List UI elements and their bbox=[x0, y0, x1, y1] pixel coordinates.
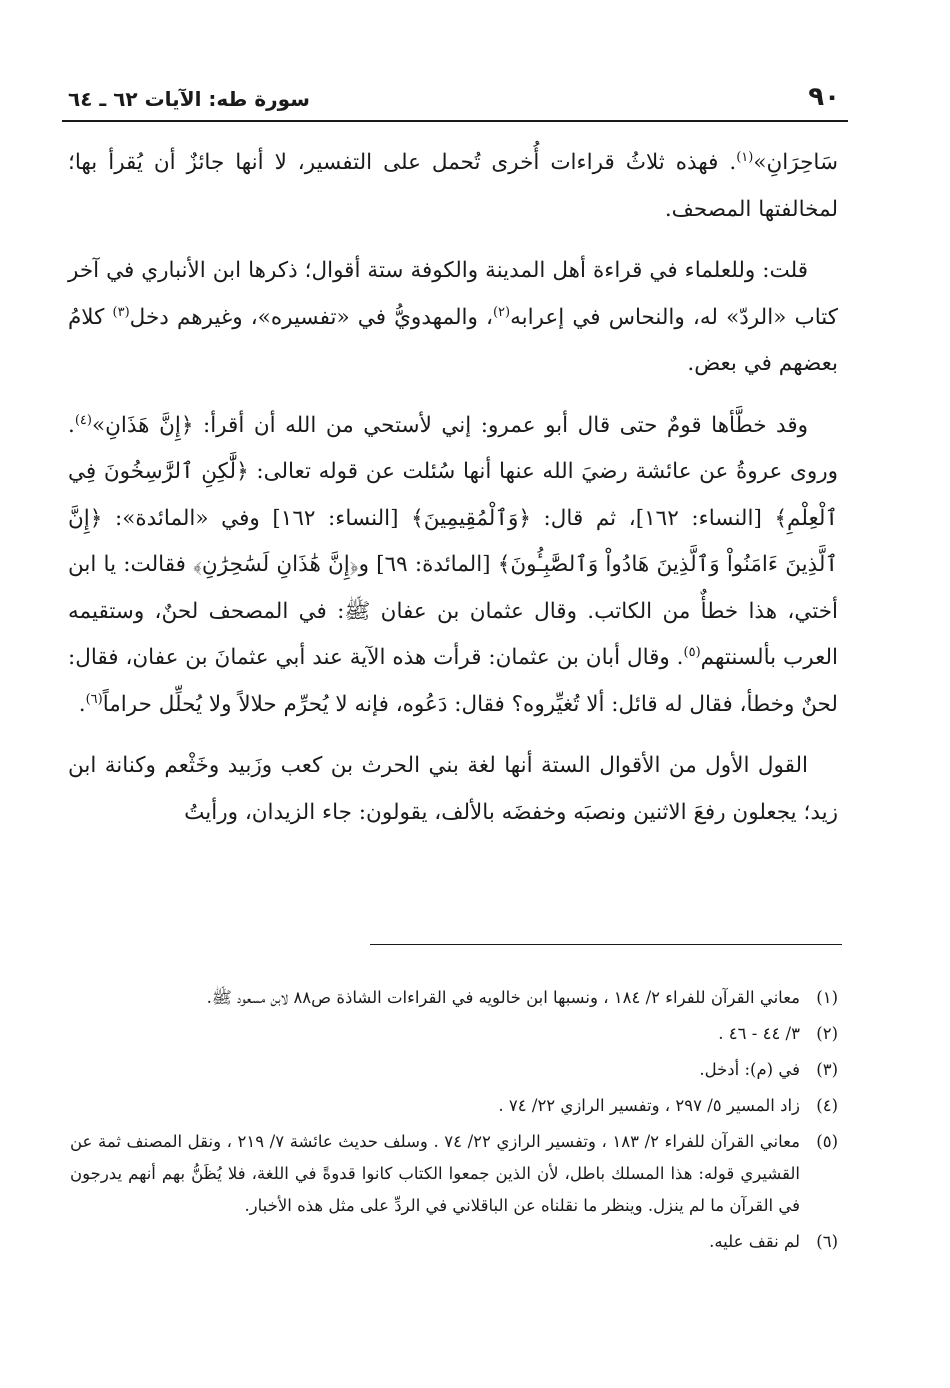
footnote-ref-4[interactable]: (٤) bbox=[74, 412, 92, 428]
footnote-number: (٥) bbox=[816, 1132, 838, 1151]
footnotes bbox=[70, 982, 838, 1262]
footnote-ref-6[interactable]: (٦) bbox=[85, 691, 103, 707]
footnote-ref-2[interactable]: (٢) bbox=[492, 304, 511, 320]
footnote-1 bbox=[70, 982, 838, 1014]
footnote-ref-5[interactable]: (٥) bbox=[683, 644, 701, 660]
paragraph-2: قلت: وللعلماء في قراءة أهل المدينة والكوفة ستة أقوال؛ ذكرها ابن الأنباري في آخر كتاب «الردّ» له، والنحاس في إعرابه$^{(٢)}$، والمهدويُّ في «تفسيره»، وغيرهم دخل$^{(٣)}$ كلامُ بعضهم في بعض. bbox=[68, 258, 838, 376]
footnote-text: في (م): أدخل. bbox=[699, 1060, 800, 1079]
footnote-4 bbox=[70, 1090, 838, 1122]
footnote-ref-1[interactable]: (١) bbox=[736, 149, 754, 165]
page-header bbox=[68, 78, 840, 112]
footnote-text: زاد المسير ٥/ ٢٩٧ ، وتفسير الرازي ٢٢/ ٧٤ . bbox=[498, 1096, 800, 1115]
header-rule bbox=[62, 120, 848, 122]
footnote-text: معاني القرآن للفراء ٢/ ١٨٤ ، ونسبها ابن خالويه في القراءات الشاذة ص٨٨ لابن مسعود ﷺ. bbox=[206, 988, 800, 1007]
footnote-number: (٦) bbox=[816, 1232, 838, 1251]
footnote-5 bbox=[70, 1126, 838, 1222]
footnote-separator bbox=[370, 944, 842, 945]
footnote-2 bbox=[70, 1018, 838, 1050]
page-number: ٩٠ bbox=[808, 82, 840, 112]
paragraph-4: القول الأول من الأقوال الستة أنها لغة بني الحرث بن كعب وزَبيد وخَثْعم وكنانة ابن زيد؛ يجعلون رفعَ الاثنين ونصبَه وخفضَه بالألف، يقولون: جاء الزيدان، ورأيتُ bbox=[68, 753, 838, 825]
footnote-6 bbox=[70, 1226, 838, 1258]
footnote-ref-3[interactable]: (٣) bbox=[112, 304, 130, 320]
footnote-number: (١) bbox=[816, 988, 838, 1007]
footnote-text: لم نقف عليه. bbox=[709, 1232, 800, 1251]
paragraph-3: وقد خطَّأها قومٌ حتى قال أبو عمرو: إني لأستحي من الله أن أقرأ: ﴿إِنَّ هَذَانِ»$^{(٤)}$. وروى عروةُ عن عائشة رضيَ الله عنها أنها سُئلت عن قوله تعالى: ﴿لَّٰكِنِ ٱلرَّٰسِخُونَ فِي ٱلْعِلْمِ﴾ [النساء: ١٦٢]، ثم قال: ﴿وَٱلْمُقِيمِينَ﴾ [النساء: ١٦٢] وفي «المائدة»: ﴿إِنَّ ٱلَّذِينَ ءَامَنُواْ وَٱلَّذِينَ هَادُواْ وَٱلصَّٰبِـُٔونَ﴾ [المائدة: ٦٩] و﴿إِنَّ هَٰذَانِ لَسَٰحِرَٰنِ﴾ فقالت: يا ابن أختي، هذا خطأٌ من الكاتب. وقال عثمان بن عفان ﷺ: في المصحف لحنٌ، وستقيمه العرب بألسنتهم$^{(٥)}$. وقال أبان بن عثمان: قرأت هذه الآية عند أبي عثمانَ بن عفان، فقال: لحنٌ وخطأ، فقال له قائل: ألا تُغيِّروه؟ فقال: دَعُوه، فإنه لا يُحرِّم حلالاً ولا يُحلِّل حراماً$^{(٦)}$. bbox=[68, 412, 839, 717]
footnote-number: (٢) bbox=[816, 1024, 838, 1043]
footnote-number: (٤) bbox=[816, 1096, 838, 1115]
main-text bbox=[68, 140, 838, 836]
running-title: سورة طه: الآيات ٦٢ ـ ٦٤ bbox=[68, 87, 310, 111]
paragraph-1: سَاحِرَانِ»$^{(١)}$. فهذه ثلاثُ قراءات أُخرى تُحمل على التفسير، لا أنها جائزٌ أن يُقرأ بها؛ لمخالفتها المصحف. bbox=[68, 149, 838, 222]
footnote-text: معاني القرآن للفراء ٢/ ١٨٣ ، وتفسير الرازي ٢٢/ ٧٤ . وسلف حديث عائشة ٧/ ٢١٩ ، ونقل المصنف ثمة عن القشيري قوله: هذا المسلك باطل، لأن الذين جمعوا الكتاب كانوا قدوةً في اللغة، فلا يُظَنُّ بهم أنهم يدرجون في القرآن ما لم ينزل. وينظر ما نقلناه عن الباقلاني في الردِّ على مثل هذه الأخبار. bbox=[70, 1132, 800, 1215]
footnote-3 bbox=[70, 1054, 838, 1086]
footnote-number: (٣) bbox=[816, 1060, 838, 1079]
footnote-text: ٣/ ٤٤ - ٤٦ . bbox=[718, 1024, 800, 1043]
